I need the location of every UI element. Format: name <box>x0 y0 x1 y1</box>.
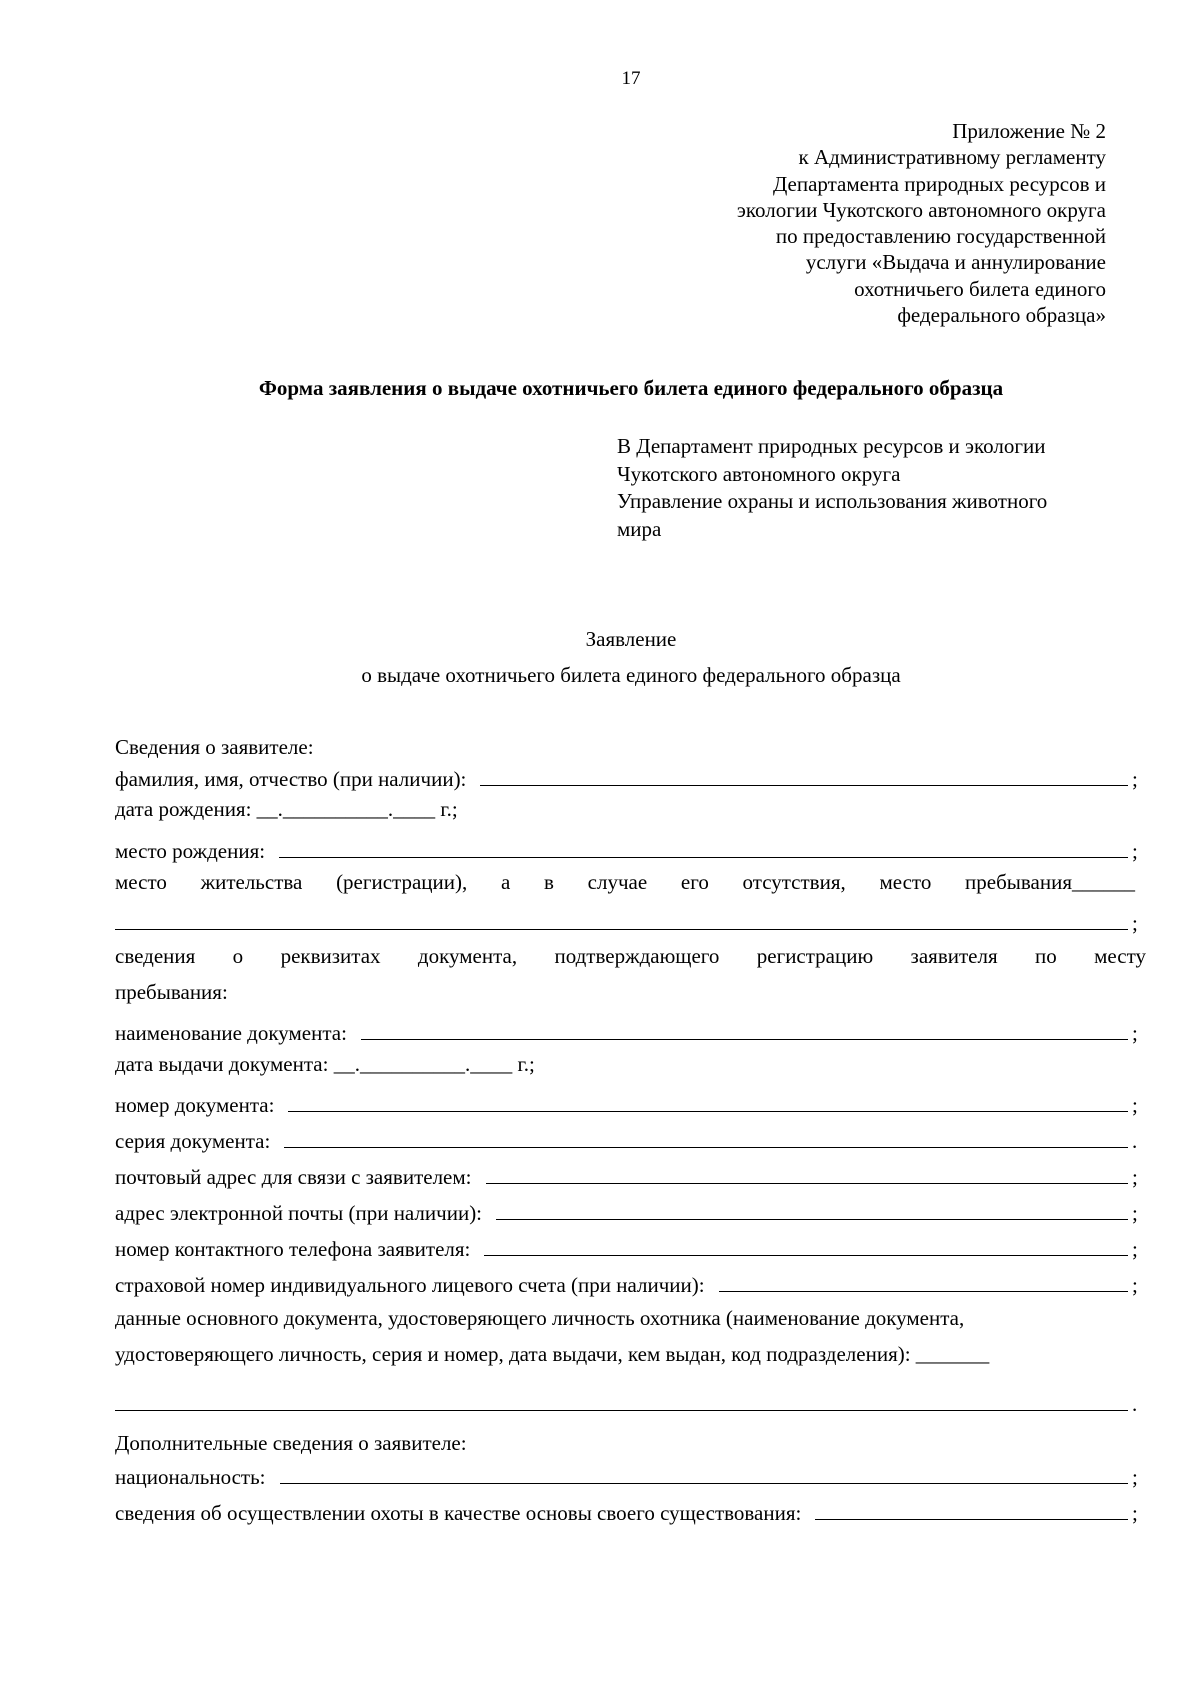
birth-date-field[interactable]: дата рождения: __.__________.____ г.; <box>115 797 458 821</box>
appendix-line: Департамента природных ресурсов и <box>772 171 1106 196</box>
phone-field[interactable] <box>484 1255 1128 1256</box>
doc-series-field[interactable] <box>284 1147 1128 1148</box>
additional-section-header: Дополнительные сведения о заявителе: <box>115 1431 467 1455</box>
semicolon: ; <box>1132 1501 1138 1525</box>
semicolon: ; <box>1132 1237 1138 1261</box>
period: . <box>1132 1392 1138 1416</box>
appendix-line: услуги «Выдача и аннулирование <box>805 250 1106 275</box>
semicolon: ; <box>1132 1093 1138 1117</box>
email-field[interactable] <box>496 1219 1128 1220</box>
residence-field-line[interactable] <box>115 929 1128 930</box>
hunting-basis-label: сведения об осуществлении охоты в качестве основы своего существования: <box>115 1501 802 1525</box>
doc-name-row <box>115 1016 1142 1046</box>
postal-address-label: почтовый адрес для связи с заявителем: <box>115 1165 472 1189</box>
statement-title: Заявление <box>585 627 677 651</box>
appendix-line: к Административному регламенту <box>798 145 1106 170</box>
form-title: Форма заявления о выдаче охотничьего билета единого федерального образца <box>258 376 1004 400</box>
semicolon: ; <box>1132 1021 1138 1045</box>
id-doc-field[interactable]: удостоверяющего личность, серия и номер, дата выдачи, кем выдан, код подразделения): _______ <box>115 1342 990 1366</box>
semicolon: ; <box>1132 1165 1138 1189</box>
doc-number-label: номер документа: <box>115 1093 275 1117</box>
page-number: 17 <box>621 68 641 89</box>
birth-place-label: место рождения: <box>115 839 266 863</box>
doc-issue-date-field[interactable]: дата выдачи документа: __.__________.____ г.; <box>115 1052 535 1076</box>
appendix-line: экологии Чукотского автономного округа <box>736 197 1106 222</box>
residence-continuation-row <box>115 906 1142 936</box>
appendix-line: федерального образца» <box>897 303 1106 328</box>
snils-label: страховой номер индивидуального лицевого счета (при наличии): <box>115 1273 705 1297</box>
appendix-line: Приложение № 2 <box>952 119 1106 143</box>
period: . <box>1132 1129 1138 1153</box>
full-name-row <box>115 762 1142 792</box>
postal-address-field[interactable] <box>486 1183 1129 1184</box>
full-name-label: фамилия, имя, отчество (при наличии): <box>115 767 467 791</box>
nationality-label: национальность: <box>115 1465 266 1489</box>
doc-requisites-continuation: пребывания: <box>115 980 228 1004</box>
phone-label: номер контактного телефона заявителя: <box>115 1237 471 1261</box>
birth-place-field[interactable] <box>279 857 1128 858</box>
doc-number-row <box>115 1088 1142 1118</box>
semicolon: ; <box>1132 1465 1138 1489</box>
doc-series-label: серия документа: <box>115 1129 271 1153</box>
addressee-line: В Департамент природных ресурсов и экологии <box>617 434 1046 458</box>
nationality-row <box>115 1460 1142 1490</box>
addressee-line: Управление охраны и использования животного <box>617 489 1048 513</box>
nationality-field[interactable] <box>280 1483 1128 1484</box>
id-doc-label: данные основного документа, удостоверяющего личность охотника (наименование документа, <box>115 1306 965 1330</box>
appendix-line: по предоставлению государственной <box>775 224 1106 249</box>
semicolon: ; <box>1132 1201 1138 1225</box>
snils-row <box>115 1268 1142 1298</box>
postal-address-row <box>115 1160 1142 1190</box>
semicolon: ; <box>1132 1273 1138 1297</box>
doc-requisites-label: сведения о реквизитах документа, подтверждающего регистрацию заявителя по месту <box>115 944 1146 968</box>
addressee-line: мира <box>617 516 662 541</box>
id-doc-field-line[interactable] <box>115 1410 1128 1411</box>
snils-field[interactable] <box>719 1291 1128 1292</box>
full-name-field[interactable] <box>480 785 1128 786</box>
phone-row <box>115 1232 1142 1262</box>
doc-name-field[interactable] <box>361 1039 1128 1040</box>
doc-number-field[interactable] <box>288 1111 1128 1112</box>
id-doc-continuation-row <box>115 1387 1142 1417</box>
addressee-line: Чукотского автономного округа <box>617 461 901 486</box>
statement-subtitle: о выдаче охотничьего билета единого федерального образца <box>361 663 901 687</box>
appendix-line: охотничьего билета единого <box>854 276 1106 301</box>
hunting-basis-row <box>115 1496 1142 1526</box>
addressee-block <box>617 433 1137 543</box>
semicolon: ; <box>1132 839 1138 863</box>
appendix-header <box>737 118 1106 328</box>
residence-field[interactable]: место жительства (регистрации), а в случае его отсутствия, место пребывания______ <box>115 870 1135 894</box>
doc-series-row <box>115 1124 1142 1154</box>
semicolon: ; <box>1132 767 1138 791</box>
hunting-basis-field[interactable] <box>815 1519 1128 1520</box>
email-label: адрес электронной почты (при наличии): <box>115 1201 483 1225</box>
email-row <box>115 1196 1142 1226</box>
birth-place-row <box>115 834 1142 864</box>
doc-name-label: наименование документа: <box>115 1021 347 1045</box>
applicant-section-header: Сведения о заявителе: <box>115 735 314 759</box>
semicolon: ; <box>1132 911 1138 935</box>
